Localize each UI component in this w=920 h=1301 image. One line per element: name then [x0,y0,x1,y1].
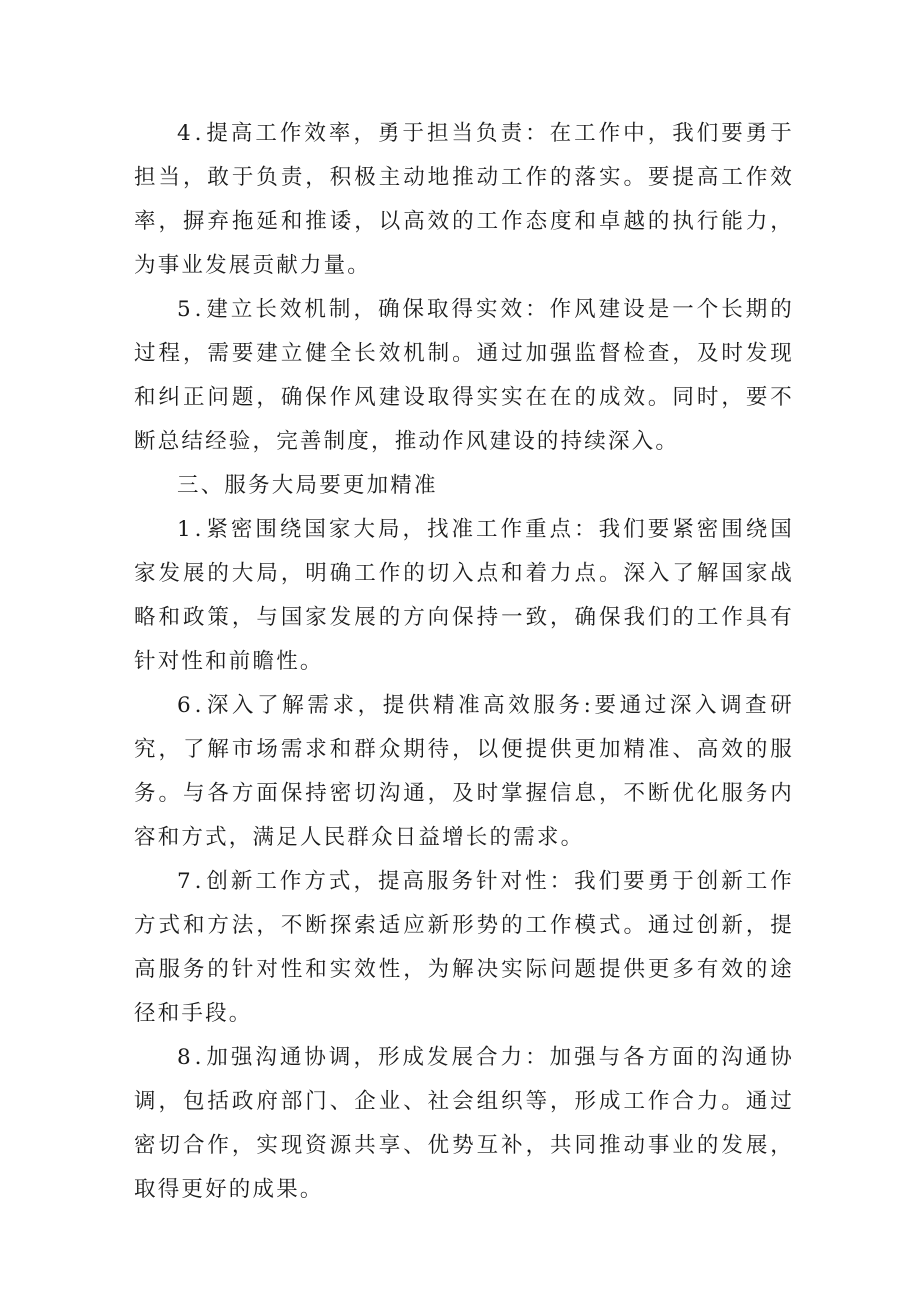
item-text: 提高工作效率，勇于担当负责：在工作中，我们要勇于担当，敢于负责，积极主动地推动工作的落实。要提高工作效率，摒弃拖延和推诿，以高效的工作态度和卓越的执行能力，为事业发展贡献力量。 [134,121,794,278]
paragraph-item-7 [134,860,794,1036]
item-text: 创新工作方式，提高服务针对性：我们要勇于创新工作方式和方法，不断探索适应新形势的工作模式。通过创新，提高服务的针对性和实效性，为解决实际问题提供更多有效的途径和手段。 [134,869,794,1026]
item-text: 建立长效机制，确保取得实效：作风建设是一个长期的过程，需要建立健全长效机制。通过加强监督检查，及时发现和纠正问题，确保作风建设取得实实在在的成效。同时，要不断总结经验，完善制度，推动作风建设的持续深入。 [134,297,794,454]
paragraph-item-5 [134,288,794,464]
section-heading [134,464,794,508]
paragraph-item-6 [134,684,794,860]
paragraph-item-1 [134,508,794,684]
paragraph-item-8 [134,1036,794,1212]
item-text: 深入了解需求，提供精准高效服务:要通过深入调查研究，了解市场需求和群众期待，以便提供更加精准、高效的服务。与各方面保持密切沟通，及时掌握信息，不断优化服务内容和方式，满足人民群众日益增长的需求。 [134,693,794,850]
document-page [134,112,794,1212]
paragraph-item-4 [134,112,794,288]
heading-text: 三、服务大局要更加精准 [177,473,438,498]
item-number: 4. [177,121,206,146]
item-text: 加强沟通协调，形成发展合力：加强与各方面的沟通协调，包括政府部门、企业、社会组织等，形成工作合力。通过密切合作，实现资源共享、优势互补，共同推动事业的发展，取得更好的成果。 [134,1045,794,1202]
item-number: 1. [177,517,206,542]
item-number: 7. [177,869,206,894]
item-number: 8. [177,1045,206,1070]
item-number: 6. [177,693,206,718]
item-text: 紧密围绕国家大局，找准工作重点：我们要紧密围绕国家发展的大局，明确工作的切入点和着力点。深入了解国家战略和政策，与国家发展的方向保持一致，确保我们的工作具有针对性和前瞻性。 [134,517,794,674]
item-number: 5. [177,297,206,322]
